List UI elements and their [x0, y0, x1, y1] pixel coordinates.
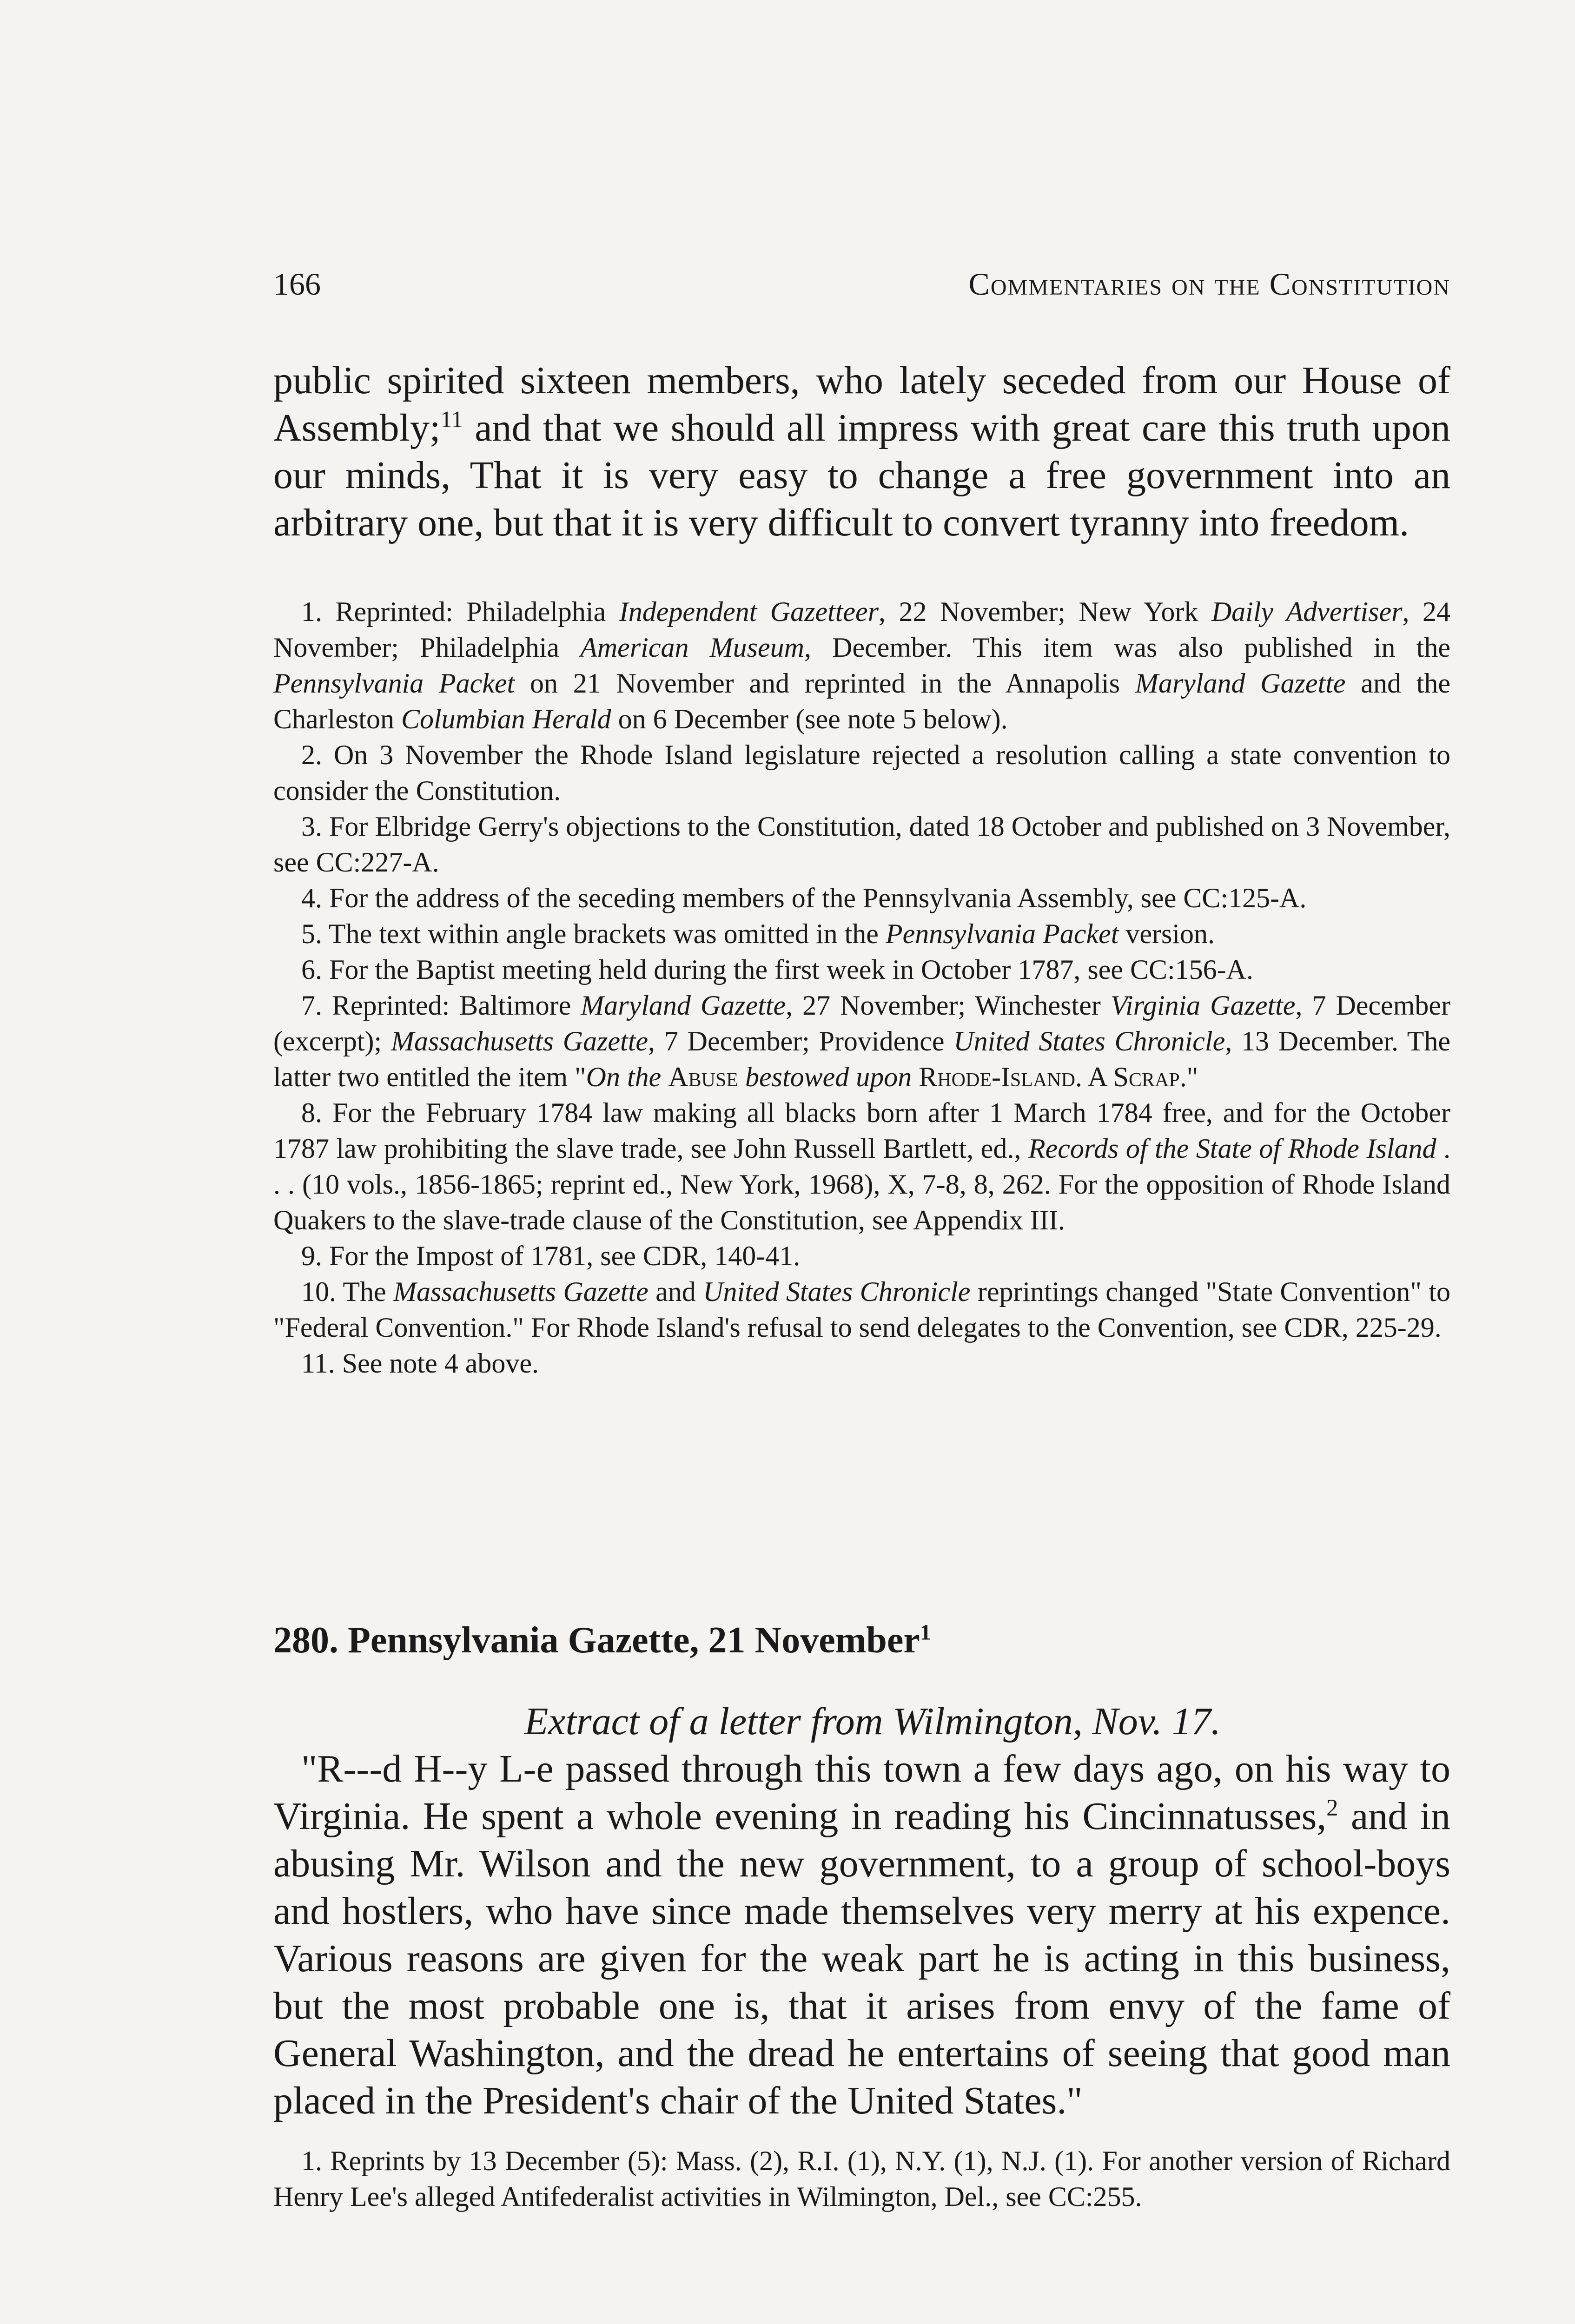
- footnotes: [273, 594, 1450, 1381]
- letter-body: "R---d H--y L-e passed through this town a few days ago, on his way to Virginia. He spent a whole evening in reading his Cincinnatusses,$^2$ and in abusing Mr. Wilson and the new government, to a group of school-boys and hostlers, who have since made themselves very merry at his expence. Various reasons are given for the weak part he is acting in this business, but the most probable one is, that it arises from envy of the fame of General Washington, and the dread he entertains of seeing that good man placed in the President's chair of the United States.": [273, 1747, 1451, 2122]
- page-number: 166: [273, 266, 321, 302]
- note-4: 4. For the address of the seceding members of the Pennsylvania Assembly, see CC:125-A.: [301, 883, 1307, 913]
- note-7: 7. Reprinted: Baltimore Maryland Gazette, 27 November; Winchester Virginia Gazette, 7 December (excerpt); Massachusetts Gazette, 7 December; Providence United States Chronicle, 13 December. The latter two entitled the item "On the Abuse bestowed upon Rhode-Island. A Scrap.": [273, 990, 1450, 1092]
- section-title: 280. Pennsylvania Gazette, 21 November$^1$: [273, 1620, 931, 1661]
- running-title: Commentaries on the Constitution: [968, 266, 1450, 302]
- note-2: 2. On 3 November the Rhode Island legislature rejected a resolution calling a state convention to consider the Constitution.: [273, 739, 1450, 806]
- running-head: [273, 266, 1450, 303]
- footnote-ref: 11: [440, 406, 463, 432]
- section-footnotes: [273, 2143, 1450, 2215]
- section-280: [273, 1619, 1450, 2215]
- note-8: 8. For the February 1784 law making all blacks born after 1 March 1784 free, and for the October 1787 law prohibiting the slave trade, see John Russell Bartlett, ed., Records of the State of Rhode Island . . . (10 vols., 1856-1865; reprint ed., New York, 1968), X, 7-8, 8, 262. For the opposition of Rhode Island Quakers to the slave-trade clause of the Constitution, see Appendix III.: [273, 1097, 1450, 1235]
- note-1: 1. Reprinted: Philadelphia Independent Gazetteer, 22 November; New York Daily Advertiser, 24 November; Philadelphia American Museum, December. This item was also published in the Pennsylvania Packet on 21 November and reprinted in the Annapolis Maryland Gazette and the Charleston Columbian Herald on 6 December (see note 5 below).: [273, 596, 1451, 734]
- continuation-text: public spirited sixteen members, who lately seceded from our House of Assembly;$^{11}$ and that we should all impress with great care this truth upon our minds, That it is very easy to change a free government into an arbitrary one, but that it is very difficult to convert tyranny into freedom.: [273, 359, 1450, 544]
- note-9: 9. For the Impost of 1781, see CDR, 140-41.: [301, 1241, 801, 1271]
- note-10: 10. The Massachusetts Gazette and United States Chronicle reprintings changed "State Convention" to "Federal Convention." For Rhode Island's refusal to send delegates to the Convention, see CDR, 225-29.: [273, 1276, 1450, 1343]
- note-6: 6. For the Baptist meeting held during the first week in October 1787, see CC:156-A.: [301, 954, 1253, 985]
- note-3: 3. For Elbridge Gerry's objections to the Constitution, dated 18 October and published on 3 November, see CC:227-A.: [273, 811, 1450, 878]
- section-note-1: 1. Reprints by 13 December (5): Mass. (2), R.I. (1), N.Y. (1), N.J. (1). For another version of Richard Henry Lee's alleged Antifederalist activities in Wilmington, Del., see CC:255.: [273, 2146, 1450, 2212]
- continuation-paragraph: [273, 357, 1450, 547]
- note-11: 11. See note 4 above.: [301, 1348, 539, 1379]
- dateline: Extract of a letter from Wilmington, Nov. 17.: [524, 1700, 1221, 1743]
- footnote-ref: 2: [1326, 1795, 1338, 1821]
- note-5: 5. The text within angle brackets was omitted in the Pennsylvania Packet version.: [301, 918, 1215, 949]
